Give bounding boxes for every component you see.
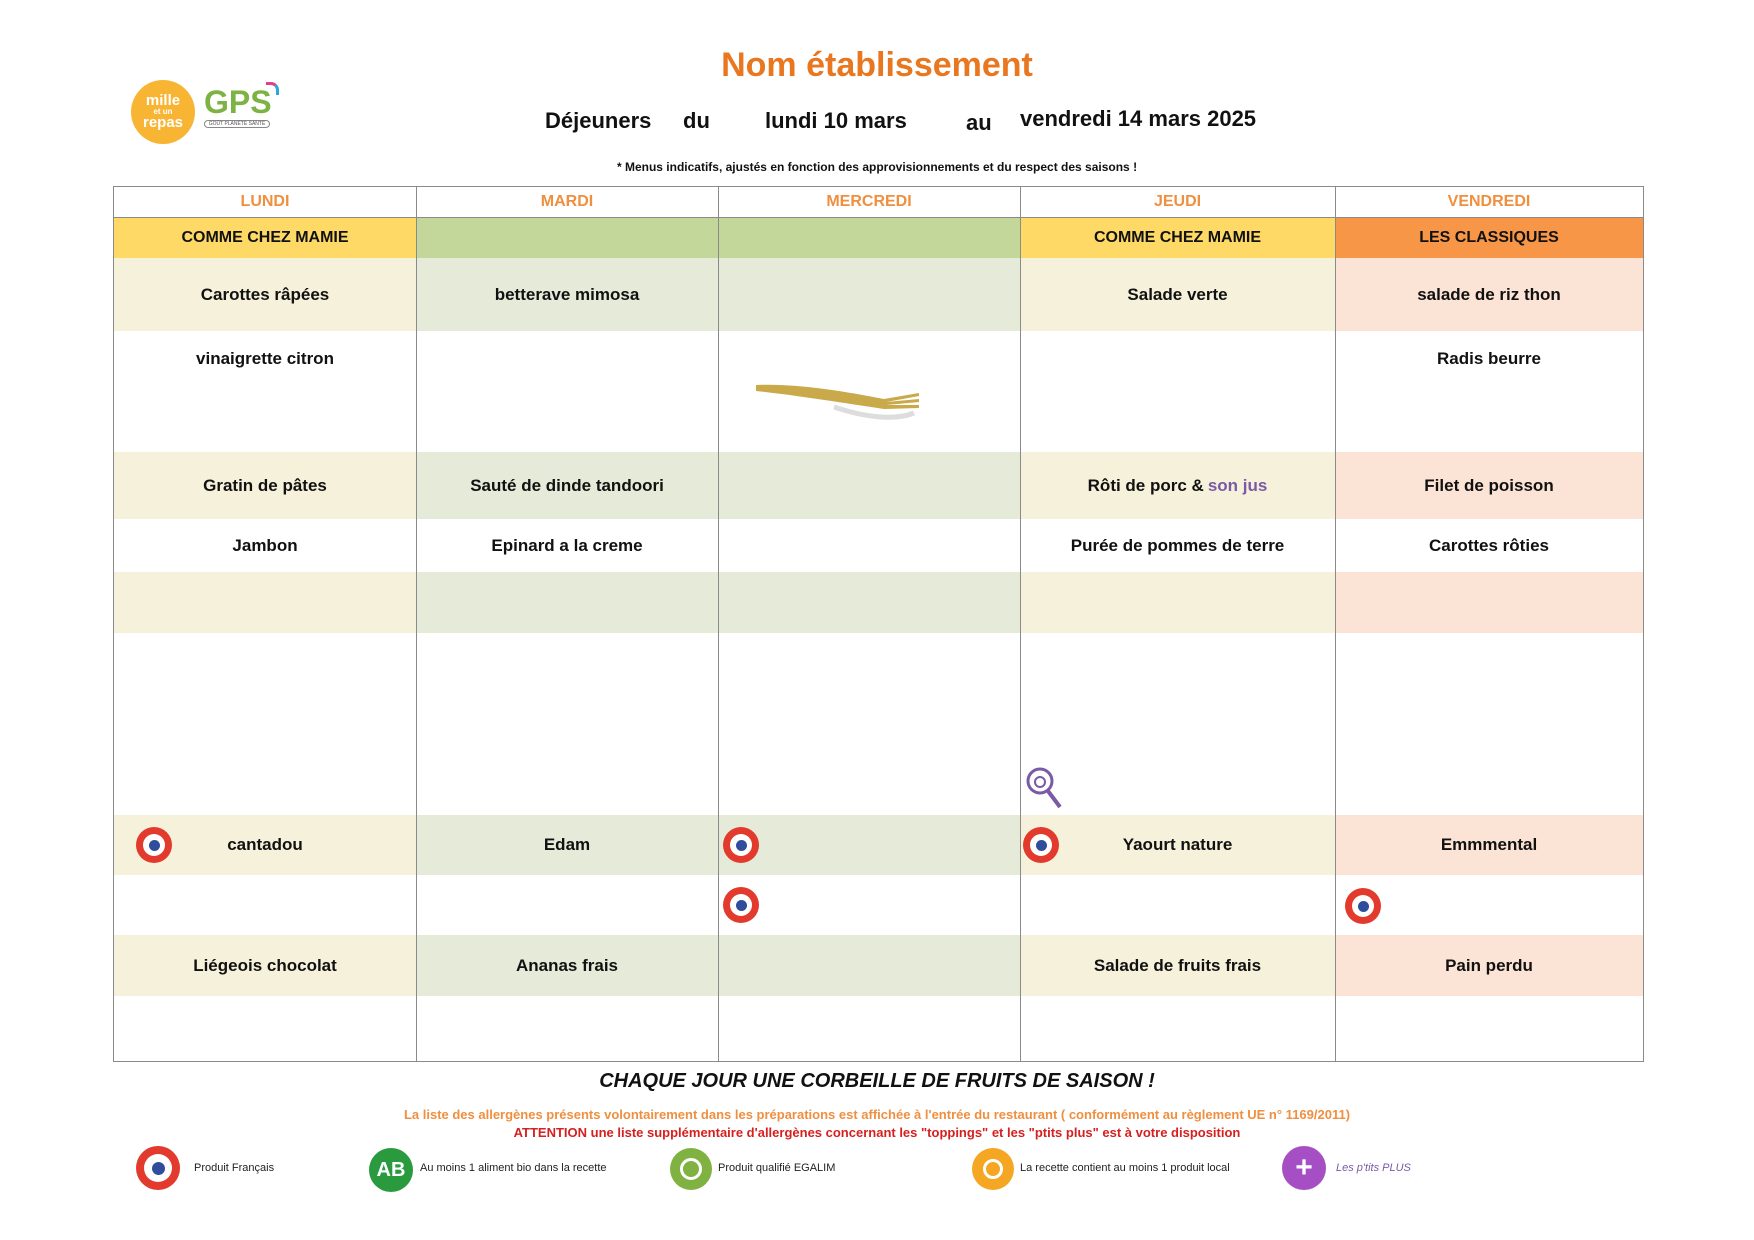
logo-gps: GPS GOÛT PLANÈTE SANTÉ (204, 86, 294, 136)
menu-item: Epinard a la creme (416, 519, 718, 572)
allergens-notice: La liste des allergènes présents volontairement dans les préparations est affichée à l'entrée du restaurant ( conformément au règlement UE n° 1169/2011) (403, 1107, 1351, 1122)
logo-mille-repas: mille et un repas (131, 80, 195, 144)
menu-item (416, 331, 718, 452)
legend-french-label: Produit Français (194, 1162, 275, 1174)
menu-table (113, 186, 1644, 1062)
menu-item: Pain perdu (1335, 935, 1643, 996)
menu-item (718, 996, 1020, 1061)
menu-item (1335, 996, 1643, 1061)
theme-label (416, 218, 718, 258)
theme-label: COMME CHEZ MAMIE (114, 218, 416, 258)
menu-item (1335, 875, 1643, 935)
menu-item (416, 633, 718, 815)
fruits-banner: CHAQUE JOUR UNE CORBEILLE DE FRUITS DE SAISON ! (599, 1070, 1155, 1092)
menu-item: Jambon (114, 519, 416, 572)
legend-egalim-label: Produit qualifié EGALIM (718, 1162, 836, 1174)
page-title: Nom établissement (721, 46, 1033, 84)
french-flag-icon (723, 827, 759, 863)
start-date: lundi 10 mars (765, 108, 907, 133)
day-header-jeudi: JEUDI (1020, 187, 1335, 218)
menu-item (1020, 996, 1335, 1061)
column-divider (1020, 187, 1021, 1061)
menu-item (718, 519, 1020, 572)
menu-item: cantadou (114, 815, 416, 875)
menu-item (1335, 572, 1643, 633)
menu-item: Radis beurre (1335, 331, 1643, 452)
legend-local-label: La recette contient au moins 1 produit local (1020, 1162, 1230, 1174)
french-flag-icon (1023, 827, 1059, 863)
menu-item: betterave mimosa (416, 258, 718, 331)
menu-item: Filet de poisson (1335, 452, 1643, 519)
menu-item (114, 875, 416, 935)
menu-item (1335, 633, 1643, 815)
menu-item: Carottes rôties (1335, 519, 1643, 572)
menu-item (718, 815, 1020, 875)
sauce-highlight: son jus (1207, 475, 1268, 495)
menu-note: * Menus indicatifs, ajustés en fonction des approvisionnements et du respect des saisons ! (616, 160, 1138, 174)
menu-item (1020, 633, 1335, 815)
menu-item: Sauté de dinde tandoori (416, 452, 718, 519)
ptits-plus-icon: + (1282, 1146, 1326, 1190)
magnifier-icon (1024, 765, 1064, 813)
menu-item (1020, 572, 1335, 633)
french-flag-icon (1345, 888, 1381, 924)
menu-item (114, 572, 416, 633)
menu-item (718, 452, 1020, 519)
day-header-vendredi: VENDREDI (1335, 187, 1643, 218)
meal-label: Déjeuners (545, 108, 652, 133)
menu-item: Liégeois chocolat (114, 935, 416, 996)
column-divider (1335, 187, 1336, 1061)
menu-item: salade de riz thon (1335, 258, 1643, 331)
day-header-mardi: MARDI (416, 187, 718, 218)
menu-item (718, 572, 1020, 633)
menu-item (416, 875, 718, 935)
legend-ptits-plus-label: Les p'tits PLUS (1336, 1162, 1411, 1174)
menu-item: Ananas frais (416, 935, 718, 996)
menu-item: Yaourt nature (1020, 815, 1335, 875)
menu-item (1020, 875, 1335, 935)
column-divider (718, 187, 719, 1061)
end-date: vendredi 14 mars 2025 (1020, 106, 1257, 131)
menu-item (718, 633, 1020, 815)
theme-label: COMME CHEZ MAMIE (1020, 218, 1335, 258)
from-label: du (683, 108, 710, 133)
legend-organic-label: Au moins 1 aliment bio dans la recette (420, 1162, 607, 1174)
menu-item (1020, 331, 1335, 452)
theme-label (718, 218, 1020, 258)
menu-item: Salade verte (1020, 258, 1335, 331)
menu-item (416, 996, 718, 1061)
menu-item (718, 258, 1020, 331)
to-label: au (966, 110, 992, 135)
menu-item: Edam (416, 815, 718, 875)
menu-item (114, 633, 416, 815)
menu-item (718, 935, 1020, 996)
organic-ab-icon: AB (369, 1148, 413, 1192)
column-divider (416, 187, 417, 1061)
menu-item (718, 875, 1020, 935)
french-flag-icon (136, 1146, 180, 1190)
french-flag-icon (136, 827, 172, 863)
menu-item: Purée de pommes de terre (1020, 519, 1335, 572)
menu-item: Rôti de porc & son jus (1020, 452, 1335, 519)
legend-french (136, 1146, 180, 1190)
menu-item (114, 996, 416, 1061)
menu-item: Salade de fruits frais (1020, 935, 1335, 996)
theme-label: LES CLASSIQUES (1335, 218, 1643, 258)
menu-item: Emmmental (1335, 815, 1643, 875)
egalim-icon (670, 1148, 712, 1190)
menu-item: Carottes râpées (114, 258, 416, 331)
menu-item (416, 572, 718, 633)
local-pin-icon (972, 1148, 1014, 1190)
day-header-lundi: LUNDI (114, 187, 416, 218)
menu-item: vinaigrette citron (114, 331, 416, 452)
day-header-mercredi: MERCREDI (718, 187, 1020, 218)
fork-icon (754, 377, 924, 437)
french-flag-icon (723, 887, 759, 923)
menu-item: Gratin de pâtes (114, 452, 416, 519)
attention-notice: ATTENTION une liste supplémentaire d'allergènes concernant les "toppings" et les "ptits plus" est à votre disposition (513, 1125, 1241, 1140)
